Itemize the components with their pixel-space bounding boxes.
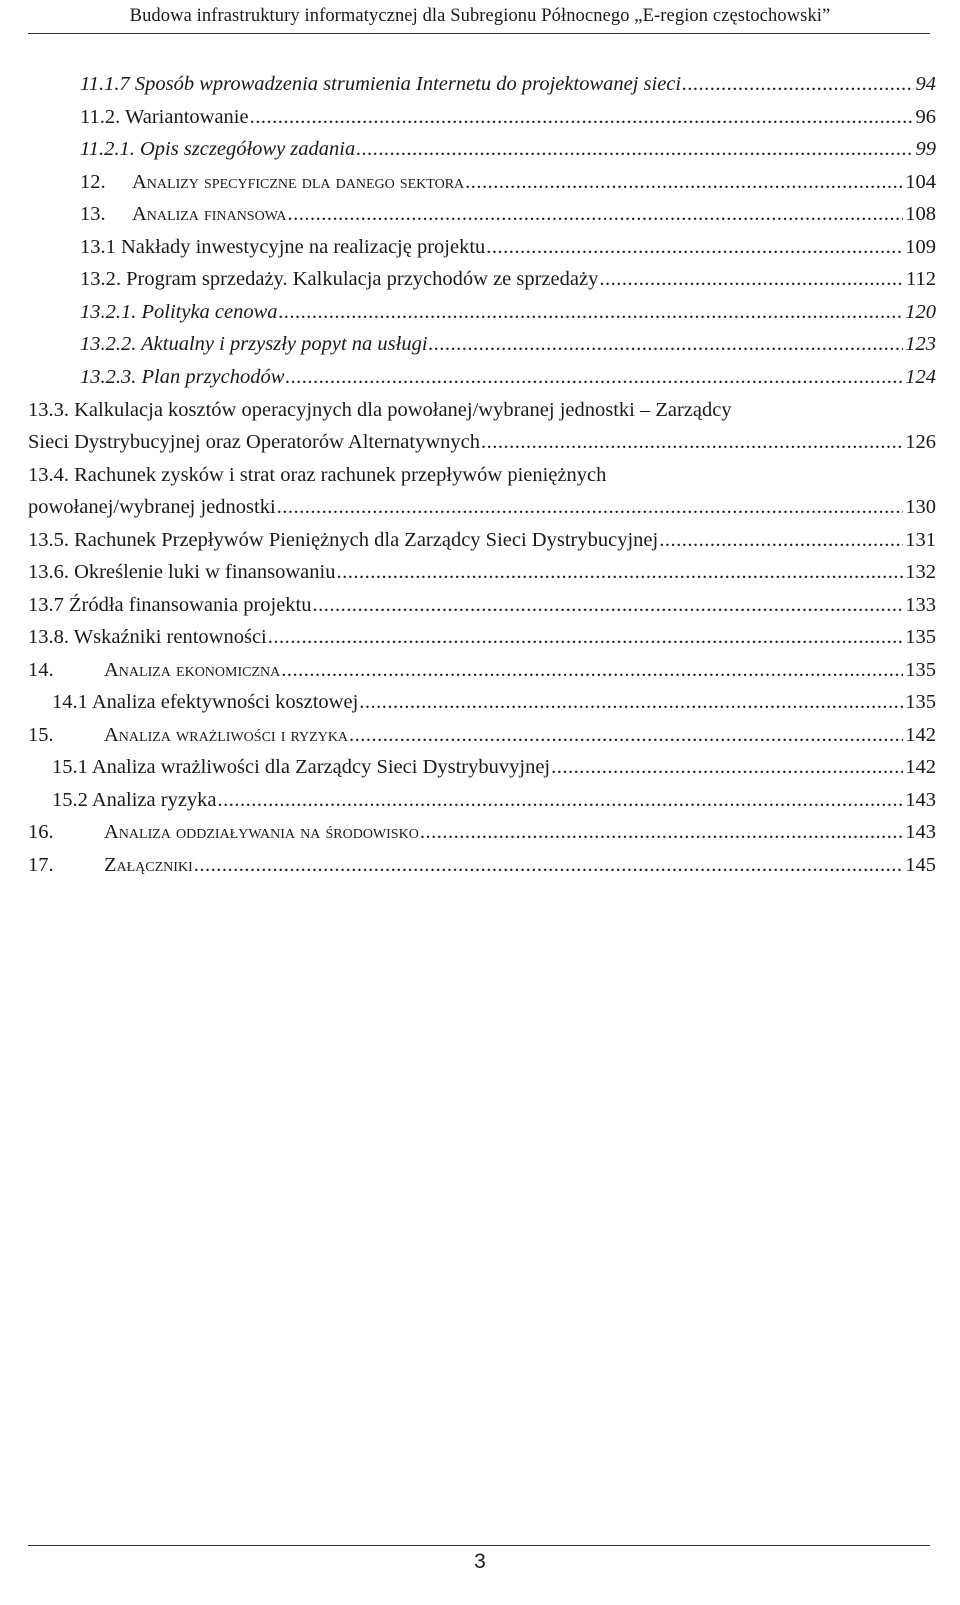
toc-page: 99 xyxy=(915,138,936,160)
toc-title: Analiza oddziaływania na środowisko xyxy=(104,821,419,843)
toc-leader xyxy=(313,591,904,619)
toc-number: 11.2. xyxy=(80,106,121,128)
toc-entry-15[interactable] xyxy=(28,721,936,749)
toc-page: 120 xyxy=(905,301,936,323)
toc-entry-13-1[interactable] xyxy=(80,233,936,261)
toc-title: Nakłady inwestycyjne na realizację projektu xyxy=(121,236,486,258)
toc-entry-13-2-1[interactable] xyxy=(80,298,936,326)
toc-leader xyxy=(599,265,904,293)
toc-title-line: 13.3. Kalkulacja kosztów operacyjnych dla powołanej/wybranej jednostki – Zarządcy xyxy=(28,399,732,421)
toc-page: 124 xyxy=(905,366,936,388)
toc-title: Sposób wprowadzenia strumienia Internetu do projektowanej sieci xyxy=(134,73,682,95)
toc-title: Analiza ekonomiczna xyxy=(104,659,281,681)
toc-title: Analiza finansowa xyxy=(132,203,287,225)
toc-leader xyxy=(359,688,903,716)
toc-entry-13-5[interactable] xyxy=(28,526,936,554)
toc-title-line: 13.4. Rachunek zysków i strat oraz rachunek przepływów pieniężnych xyxy=(28,464,607,486)
toc-entry-14-1[interactable] xyxy=(52,688,936,716)
toc-page: 112 xyxy=(906,268,936,290)
toc-number: 12. xyxy=(80,171,106,193)
toc-page: 132 xyxy=(905,561,936,583)
toc-entry-17[interactable] xyxy=(28,851,936,879)
toc-entry-13-2[interactable] xyxy=(80,265,936,293)
toc-entry-13-4-continuation xyxy=(28,493,936,521)
toc-number: 13.2. xyxy=(80,268,121,290)
toc-entry-13-6[interactable] xyxy=(28,558,936,586)
toc-entry-11-2-1[interactable] xyxy=(80,135,936,163)
toc-page: 135 xyxy=(905,659,936,681)
toc-page: 126 xyxy=(905,431,936,453)
toc-page: 131 xyxy=(905,529,936,551)
toc-number: 11.1.7 xyxy=(80,73,130,95)
toc-entry-15-1[interactable] xyxy=(52,753,936,781)
toc-entry-13-8[interactable] xyxy=(28,623,936,651)
toc-leader xyxy=(486,233,903,261)
toc-number: 14.1 xyxy=(52,691,88,713)
toc-entry-13-2-3[interactable] xyxy=(80,363,936,391)
toc-number: 13.2.2. xyxy=(80,333,137,355)
toc-page: 96 xyxy=(915,106,936,128)
toc-title: Plan przychodów xyxy=(141,366,285,388)
toc-title: Rachunek Przepływów Pieniężnych dla Zarządcy Sieci Dystrybucyjnej xyxy=(74,529,659,551)
toc-leader xyxy=(429,330,904,358)
toc-number: 13. xyxy=(80,203,106,225)
toc-leader xyxy=(465,168,903,196)
toc-title: Określenie luki w finansowaniu xyxy=(74,561,336,583)
toc-leader xyxy=(250,103,914,131)
header-divider xyxy=(28,33,930,34)
toc-entry-13-2-2[interactable] xyxy=(80,330,936,358)
running-header: Budowa infrastruktury informatycznej dla Subregionu Północnego „E-region częstochowski” xyxy=(129,6,831,26)
toc-number: 15.1 xyxy=(52,756,88,778)
footer-divider xyxy=(28,1545,930,1546)
toc-leader xyxy=(285,363,903,391)
toc-page: 109 xyxy=(905,236,936,258)
toc-entry-12[interactable] xyxy=(80,168,936,196)
toc-number: 13.1 xyxy=(80,236,116,258)
toc-title: Program sprzedaży. Kalkulacja przychodów ze sprzedaży xyxy=(126,268,599,290)
toc-leader xyxy=(682,70,913,98)
toc-leader xyxy=(481,428,903,456)
toc-title: Analizy specyficzne dla danego sektora xyxy=(132,171,465,193)
toc-leader xyxy=(349,721,903,749)
toc-leader xyxy=(194,851,904,879)
toc-number: 13.5. xyxy=(28,529,69,551)
toc-entry-13-7[interactable] xyxy=(28,591,936,619)
toc-number: 13.8. xyxy=(28,626,69,648)
toc-page: 135 xyxy=(905,691,936,713)
toc-number: 11.2.1. xyxy=(80,138,135,160)
toc-page: 143 xyxy=(905,821,936,843)
toc-title: Opis szczegółowy zadania xyxy=(139,138,356,160)
toc-number: 13.7 xyxy=(28,594,64,616)
toc-leader xyxy=(279,298,904,326)
toc-page: 94 xyxy=(915,73,936,95)
toc-leader xyxy=(281,656,903,684)
toc-page: 123 xyxy=(905,333,936,355)
toc-number: 16. xyxy=(28,821,54,843)
toc-title: Polityka cenowa xyxy=(141,301,278,323)
toc-title: Wskaźniki rentowności xyxy=(73,626,267,648)
toc-number: 13.2.3. xyxy=(80,366,137,388)
toc-page: 145 xyxy=(905,854,936,876)
toc-page: 130 xyxy=(905,496,936,518)
toc-page: 133 xyxy=(905,594,936,616)
toc-page: 142 xyxy=(905,724,936,746)
toc-leader xyxy=(218,786,904,814)
toc-title: Aktualny i przyszły popyt na usługi xyxy=(141,333,428,355)
toc-title: Analiza efektywności kosztowej xyxy=(91,691,359,713)
toc-leader xyxy=(420,818,903,846)
toc-number: 15.2 xyxy=(52,789,88,811)
toc-leader xyxy=(659,526,903,554)
toc-entry-11-1-7[interactable] xyxy=(80,70,936,98)
toc-leader xyxy=(277,493,904,521)
toc-number: 15. xyxy=(28,724,54,746)
toc-number: 13.2.1. xyxy=(80,301,137,323)
toc-title: Analiza ryzyka xyxy=(91,789,217,811)
toc-page: 135 xyxy=(905,626,936,648)
toc-leader xyxy=(287,200,903,228)
toc-page: 142 xyxy=(905,756,936,778)
page-number: 3 xyxy=(474,1550,486,1573)
toc-number: 14. xyxy=(28,659,54,681)
toc-leader xyxy=(356,135,913,163)
toc-leader xyxy=(268,623,903,651)
toc-entry-14[interactable] xyxy=(28,656,936,684)
toc-title: Załączniki xyxy=(104,854,193,876)
toc-entry-13[interactable] xyxy=(80,200,936,228)
toc-leader xyxy=(551,753,903,781)
toc-entry-16[interactable] xyxy=(28,818,936,846)
toc-page: 104 xyxy=(905,171,936,193)
toc-title: Wariantowanie xyxy=(125,106,249,128)
toc-number: 13.6. xyxy=(28,561,69,583)
toc-entry-13-3-continuation xyxy=(28,428,936,456)
toc-page: 143 xyxy=(905,789,936,811)
toc-title-line: powołanej/wybranej jednostki xyxy=(28,496,276,518)
toc-leader xyxy=(336,558,903,586)
toc-title: Analiza wrażliwości i ryzyka xyxy=(104,724,349,746)
toc-entry-11-2[interactable] xyxy=(80,103,936,131)
toc-title: Analiza wrażliwości dla Zarządcy Sieci Dystrybuvyjnej xyxy=(91,756,551,778)
toc-title: Źródła finansowania projektu xyxy=(69,594,312,616)
toc-page: 108 xyxy=(905,203,936,225)
toc-entry-15-2[interactable] xyxy=(52,786,936,814)
toc-title-line: Sieci Dystrybucyjnej oraz Operatorów Alternatywnych xyxy=(28,431,481,453)
toc-number: 17. xyxy=(28,854,54,876)
